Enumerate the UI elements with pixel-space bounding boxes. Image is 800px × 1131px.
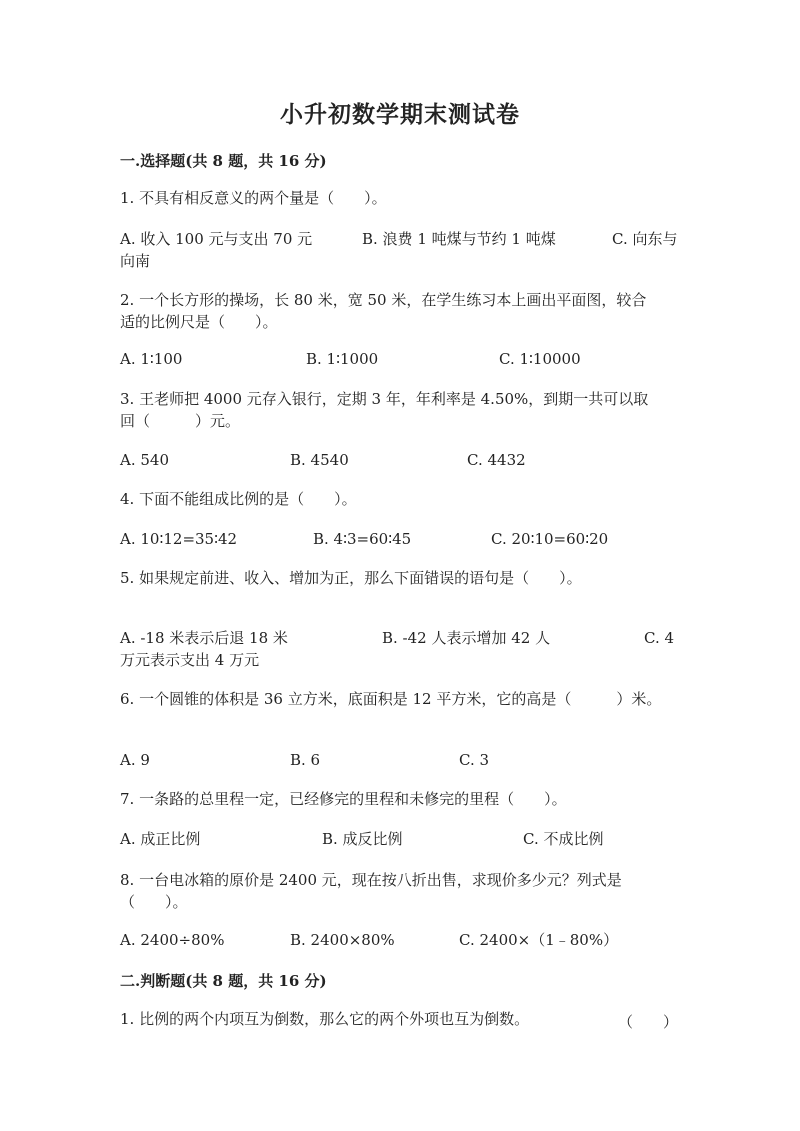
question-5-option-c-cont: 万元表示支出 4 万元 [120, 651, 260, 669]
question-6-stem: 6. 一个圆锥的体积是 36 立方米，底面积是 12 平方米，它的高是（ ）米。 [120, 690, 662, 708]
question-4-option-b: B. 4∶3=60∶45 [313, 530, 412, 548]
section-heading-judgment: 二.判断题(共 8 题，共 16 分) [120, 972, 327, 990]
question-3-option-c: C. 4432 [467, 451, 526, 469]
question-8-stem-line1: 8. 一台电冰箱的原价是 2400 元，现在按八折出售，求现价多少元？列式是 [120, 871, 622, 889]
question-3-stem-line1: 3. 王老师把 4000 元存入银行，定期 3 年，年利率是 4.50%，到期一共可以取 [120, 390, 649, 408]
section-heading-choice: 一.选择题(共 8 题，共 16 分) [120, 152, 327, 170]
question-7-stem: 7. 一条路的总里程一定，已经修完的里程和未修完的里程（ ）。 [120, 790, 567, 808]
question-4-option-c: C. 20∶10=60∶20 [491, 530, 609, 548]
question-1-option-c: C. 向东与 [612, 230, 678, 248]
question-4-stem: 4. 下面不能组成比例的是（ ）。 [120, 490, 357, 508]
page-title: 小升初数学期末测试卷 [280, 101, 520, 128]
question-5-stem: 5. 如果规定前进、收入、增加为正，那么下面错误的语句是（ ）。 [120, 569, 582, 587]
question-8-option-a: A. 2400÷80% [120, 931, 225, 949]
question-2-stem-line1: 2. 一个长方形的操场，长 80 米，宽 50 米，在学生练习本上画出平面图，较合 [120, 291, 647, 309]
question-8-stem-line2: （ ）。 [120, 893, 188, 911]
question-8-option-b: B. 2400×80% [290, 931, 395, 949]
question-3-option-b: B. 4540 [290, 451, 349, 469]
question-1-stem: 1. 不具有相反意义的两个量是（ ）。 [120, 189, 387, 207]
question-2-option-b: B. 1∶1000 [306, 350, 379, 368]
question-2-option-c: C. 1∶10000 [499, 350, 581, 368]
question-7-option-a: A. 成正比例 [120, 830, 201, 848]
question-6-option-b: B. 6 [290, 751, 321, 769]
judgment-1-answer-blank: （ ） [618, 1013, 679, 1031]
question-3-stem-line2: 回（ ）元。 [120, 412, 241, 430]
judgment-1-stem: 1. 比例的两个内项互为倒数，那么它的两个外项也互为倒数。 [120, 1010, 530, 1028]
question-8-option-c: C. 2400×（1﹣80%） [459, 931, 619, 949]
question-5-option-a: A. -18 米表示后退 18 米 [120, 629, 288, 647]
question-6-option-a: A. 9 [120, 751, 150, 769]
question-4-option-a: A. 10∶12=35∶42 [120, 530, 238, 548]
question-2-option-a: A. 1∶100 [120, 350, 183, 368]
question-1-option-a: A. 收入 100 元与支出 70 元 [120, 230, 313, 248]
question-1-option-c-cont: 向南 [120, 252, 151, 270]
question-1-option-b: B. 浪费 1 吨煤与节约 1 吨煤 [362, 230, 556, 248]
question-7-option-b: B. 成反比例 [322, 830, 403, 848]
question-2-stem-line2: 适的比例尺是（ ）。 [120, 313, 278, 331]
question-6-option-c: C. 3 [459, 751, 490, 769]
question-3-option-a: A. 540 [120, 451, 169, 469]
question-5-option-b: B. -42 人表示增加 42 人 [382, 629, 551, 647]
question-7-option-c: C. 不成比例 [523, 830, 604, 848]
question-5-option-c: C. 4 [644, 629, 675, 647]
